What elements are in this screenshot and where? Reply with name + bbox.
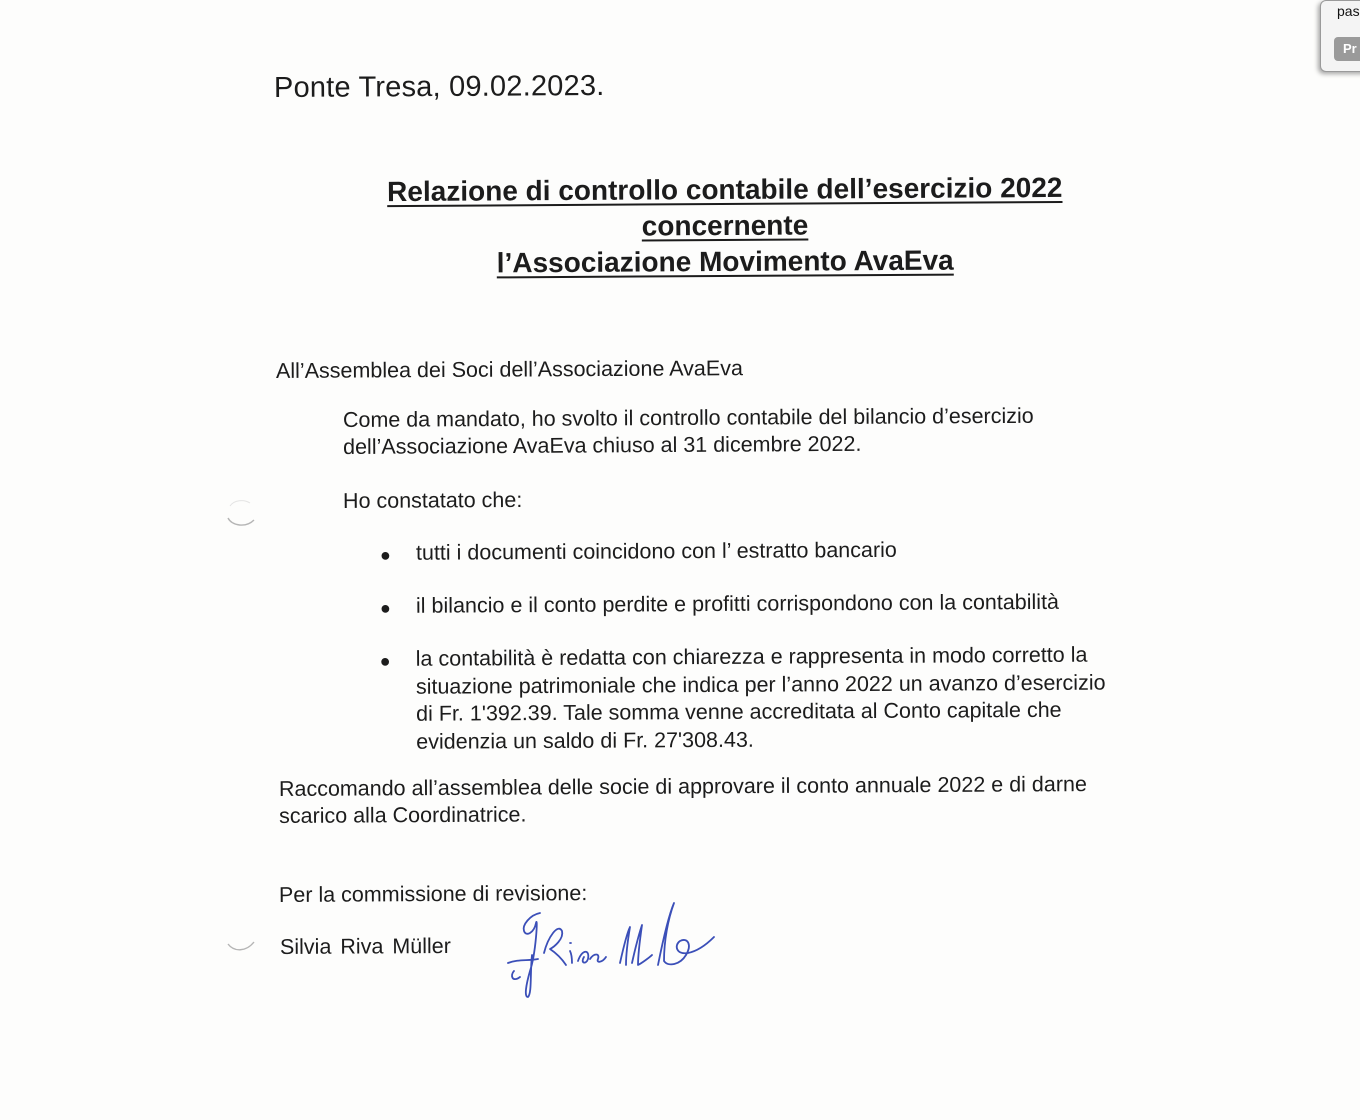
title-line-2: concernente bbox=[641, 209, 809, 242]
mandate-line-2: dell’Associazione AvaEva chiuso al 31 dicembre 2022. bbox=[343, 431, 862, 459]
title-line-1: Relazione di controllo contabile dell’esercizio 2022 bbox=[387, 171, 1063, 208]
punch-hole-mark bbox=[224, 926, 258, 960]
recommendation-line-2: scarico alla Coordinatrice. bbox=[279, 802, 527, 828]
finding-item bbox=[380, 588, 1156, 622]
handwritten-signature bbox=[500, 893, 720, 1005]
title-line-3: l’Associazione Movimento AvaEva bbox=[496, 244, 954, 279]
place-and-date: Ponte Tresa, 09.02.2023. bbox=[273, 69, 605, 104]
finding-line: situazione patrimoniale che indica per l’anno 2022 un avanzo d’esercizio bbox=[415, 670, 1106, 699]
finding-item bbox=[380, 641, 1157, 756]
finding-line: la contabilità è redatta con chiarezza e rappresenta in modo corretto la bbox=[415, 642, 1088, 671]
bullet-icon: ● bbox=[379, 597, 391, 618]
bullet-icon: ● bbox=[379, 650, 391, 672]
bullet-icon: ● bbox=[379, 544, 391, 565]
finding-item bbox=[380, 535, 1156, 569]
finding-line: evidenzia un saldo di Fr. 27'308.43. bbox=[416, 727, 754, 754]
recommendation-line-1: Raccomando all’assemblea delle socie di approvare il conto annuale 2022 e di darne bbox=[278, 772, 1087, 802]
finding-line: il bilancio e il conto perdite e profitti corrispondono con la contabilità bbox=[415, 589, 1060, 618]
commission-label: Per la commissione di revisione: bbox=[278, 881, 588, 907]
finding-line: di Fr. 1'392.39. Tale somma venne accreditata al Conto capitale che bbox=[416, 697, 1062, 726]
signer-name: Silvia Riva Müller bbox=[279, 933, 451, 959]
recommendation-paragraph bbox=[279, 771, 1159, 830]
mandate-paragraph bbox=[343, 402, 1103, 461]
constat-intro: Ho constatato che: bbox=[342, 487, 523, 513]
document-title bbox=[330, 170, 1121, 283]
addressee: All’Assemblea dei Soci dell’Associazione AvaEva bbox=[275, 356, 743, 383]
finding-line: tutti i documenti coincidono con l’ estratto bancario bbox=[415, 537, 897, 565]
mandate-line-1: Come da mandato, ho svolto il controllo contabile del bilancio d’esercizio bbox=[342, 403, 1034, 433]
overlay-popup-fragment bbox=[1320, 0, 1360, 72]
punch-hole-mark bbox=[224, 496, 258, 530]
popup-text-fragment: pas bbox=[1337, 3, 1360, 19]
popup-button[interactable]: Pr bbox=[1334, 37, 1360, 61]
